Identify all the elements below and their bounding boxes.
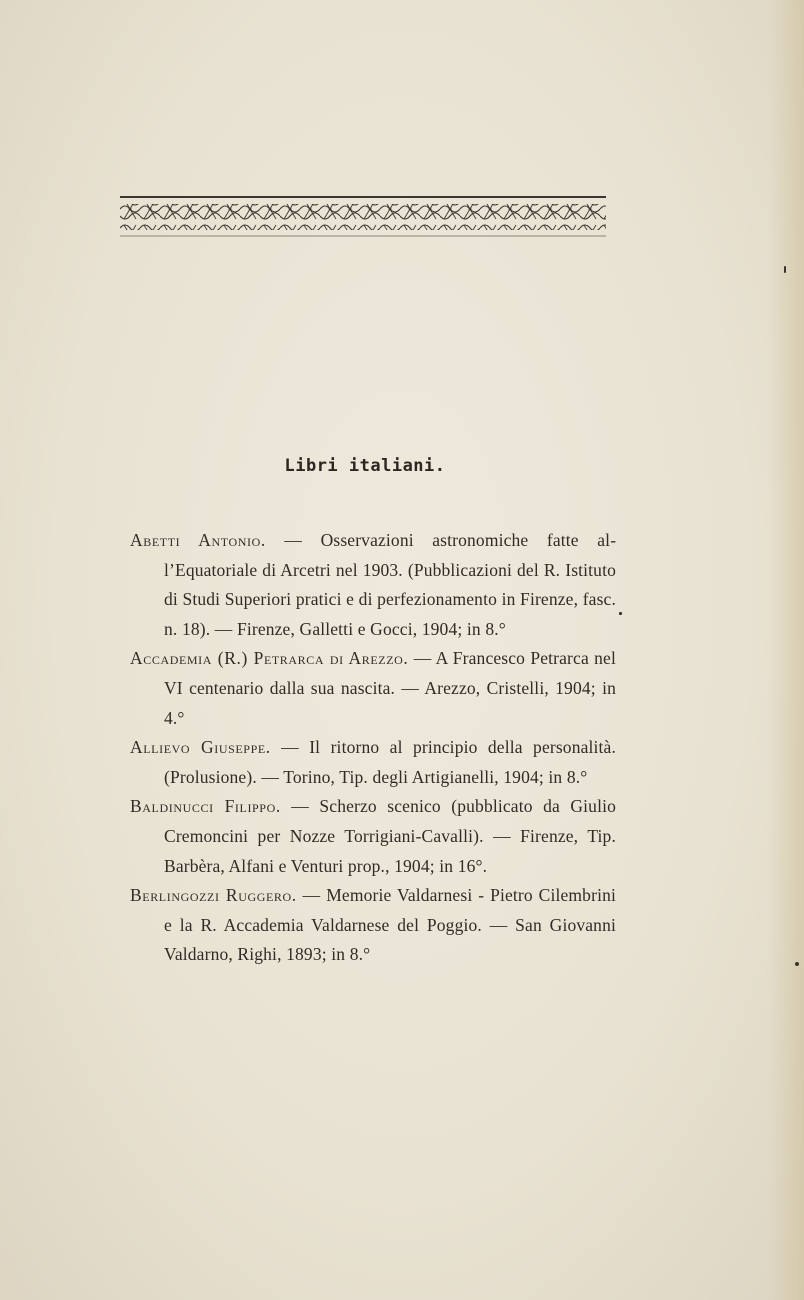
entry-author: Berlingozzi Ruggero. xyxy=(130,885,297,906)
entry-author: Baldinucci Filippo. xyxy=(130,796,281,817)
entry-author: Abetti Antonio. xyxy=(130,530,266,550)
ornamental-header-band xyxy=(120,196,606,238)
entry-text: — Osservazioni astronomiche fatte all’Equatoriale di Arcetri nel 1903. (Pubblicazioni del R. Istituto di Studi Superiori pratici e di perfezionamento in Firenze, fasc. n. 18). — Firenze, Galletti e Gocci, 1904; in 8.° xyxy=(164,530,617,639)
entry-text: — Il ritorno al principio della personalità. (Prolusione). — Torino, Tip. degli Artigianelli, 1904; in 8.° xyxy=(164,737,617,787)
bibliography-entry xyxy=(130,733,616,792)
section-title: Libri italiani. xyxy=(284,456,446,476)
bibliography-entry xyxy=(130,792,616,881)
bibliography-entry xyxy=(130,644,616,733)
entry-text: — Memorie Valdarnesi - Pietro Cilembrini e la R. Accademia Valdarnese del Poggio. — San Giovanni Valdarno, Righi, 1893; in 8.° xyxy=(164,885,616,965)
entry-author: Accademia (R.) Petrarca di Arezzo. xyxy=(130,648,409,669)
entry-author: Allievo Giuseppe. xyxy=(130,737,271,758)
page-edge-shadow xyxy=(768,0,804,1300)
ornament-border-icon xyxy=(120,196,606,238)
paper-speck xyxy=(619,612,622,615)
paper-speck xyxy=(795,962,799,966)
bibliography-list xyxy=(130,526,616,970)
bibliography-entry xyxy=(130,881,616,970)
entry-text: — A Francesco Petrarca nel VI centenario dalla sua nascita. — Arezzo, Cristelli, 1904; in 4.° xyxy=(164,648,616,728)
bibliography-entry xyxy=(130,526,616,644)
entry-text: — Scherzo scenico (pubblicato da Giulio Cremoncini per Nozze Torrigiani-Cavalli). — Firenze, Tip. Barbèra, Alfani e Venturi prop., 1904; in 16°. xyxy=(164,796,616,876)
paper-speck xyxy=(784,266,786,273)
